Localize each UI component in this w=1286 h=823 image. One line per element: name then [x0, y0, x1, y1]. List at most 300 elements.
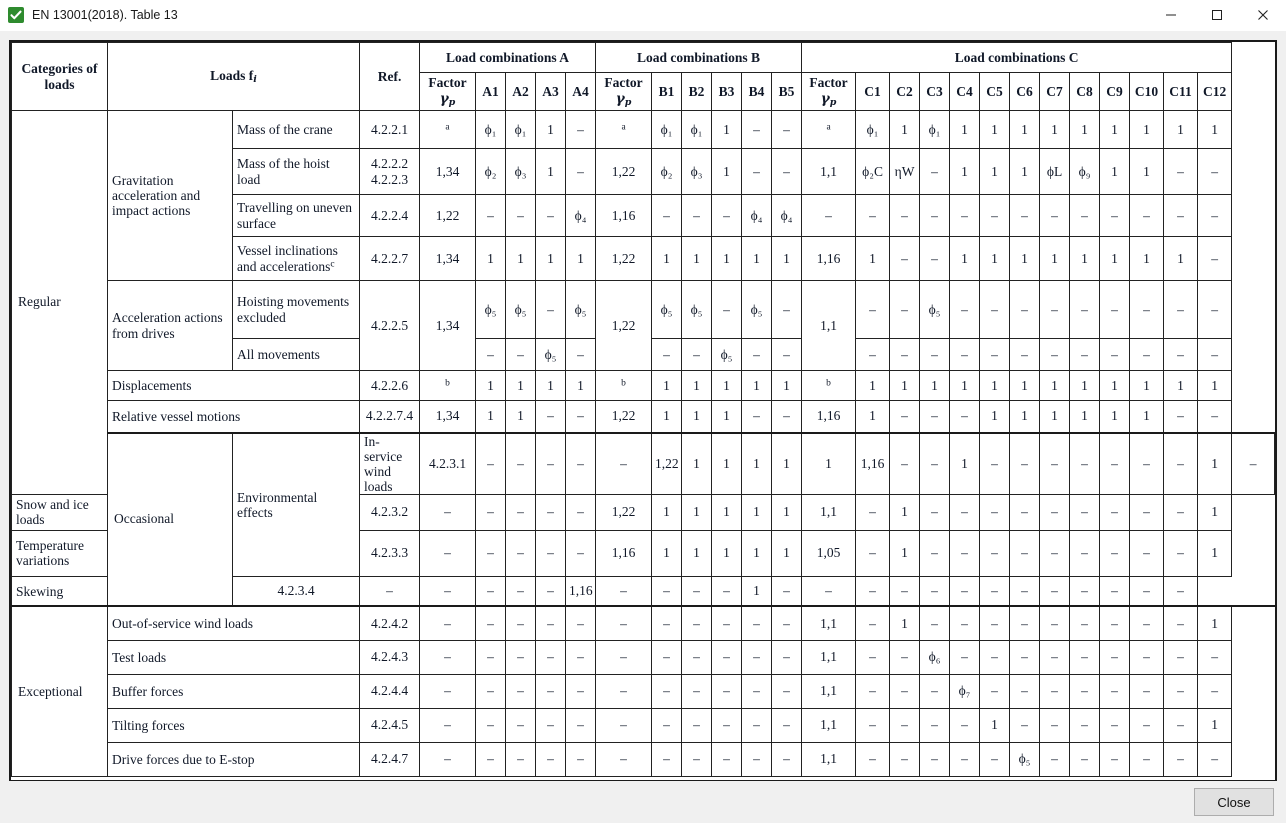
cell-b1: 1 [652, 401, 682, 433]
factor-cell-b: 1,22 [596, 149, 652, 195]
load-name-cell: Mass of the crane [233, 111, 360, 149]
cell-b2: – [682, 742, 712, 776]
factor-cell-a: – [420, 708, 476, 742]
cell-b2: – [682, 606, 712, 640]
cell-b3: – [712, 742, 742, 776]
factor-cell-a: – [360, 576, 420, 606]
cell-b1: 1 [652, 237, 682, 281]
cell-a2: – [506, 494, 536, 530]
cell-c11: 1 [1164, 371, 1198, 401]
cell-c10: – [1130, 742, 1164, 776]
cell-a2: – [506, 339, 536, 371]
cell-c3: ϕ₆ [920, 640, 950, 674]
header-factor-a: Factor $\gamma_p$ [420, 73, 476, 111]
cell-c3: – [920, 530, 950, 576]
factor-cell-a: 1,34 [420, 281, 476, 371]
cell-c9: – [1100, 281, 1130, 339]
factor-cell-b: – [596, 640, 652, 674]
factor-cell-b: 1,16 [596, 530, 652, 576]
cell-a3: – [566, 433, 596, 495]
factor-cell-c: 1,1 [802, 606, 856, 640]
load-name-cell: In-service wind loads [360, 433, 420, 495]
factor-cell-a: 1,22 [420, 195, 476, 237]
header-col-a1: A1 [476, 73, 506, 111]
cell-c2: – [890, 640, 920, 674]
header-col-b1: B1 [652, 73, 682, 111]
category-cell: Regular [12, 111, 108, 495]
cell-b3: – [712, 281, 742, 339]
cell-c11: – [1164, 640, 1198, 674]
footer-bar [0, 781, 1286, 823]
cell-c12: – [1198, 237, 1232, 281]
cell-c1: 1 [856, 237, 890, 281]
cell-c11: – [1164, 494, 1198, 530]
cell-a2: – [506, 708, 536, 742]
close-button[interactable]: Close [1194, 788, 1274, 816]
cell-a1: – [476, 674, 506, 708]
cell-b5: 1 [802, 433, 856, 495]
factor-cell-b: 1,22 [596, 281, 652, 371]
cell-c4: 1 [950, 111, 980, 149]
cell-c11: – [1164, 708, 1198, 742]
cell-c8: – [1070, 530, 1100, 576]
cell-a3: – [536, 742, 566, 776]
cell-c4: – [980, 433, 1010, 495]
table-row [12, 371, 1275, 401]
cell-a3: – [536, 640, 566, 674]
factor-cell-c: 1,16 [802, 401, 856, 433]
cell-c4: – [950, 640, 980, 674]
cell-a2: – [506, 742, 536, 776]
cell-c11: – [1164, 674, 1198, 708]
cell-c6: – [1010, 640, 1040, 674]
cell-b5: 1 [742, 576, 772, 606]
factor-cell-b: – [596, 606, 652, 640]
cell-a1: 1 [476, 237, 506, 281]
cell-c3: – [920, 339, 950, 371]
cell-c8: – [1070, 281, 1100, 339]
load-combinations-table [11, 42, 1275, 777]
cell-b2: 1 [682, 530, 712, 576]
cell-c9: – [1100, 742, 1130, 776]
cell-b3: 1 [712, 237, 742, 281]
cell-c10: – [1130, 708, 1164, 742]
cell-c2: ηW [890, 149, 920, 195]
cell-c8: – [1040, 576, 1070, 606]
factor-cell-c: 1,1 [802, 494, 856, 530]
cell-a3: – [536, 494, 566, 530]
cell-c12: – [1198, 640, 1232, 674]
cell-c12: 1 [1198, 530, 1232, 576]
cell-a4: – [566, 640, 596, 674]
cell-c7: ϕL [1040, 149, 1070, 195]
cell-c9: 1 [1100, 149, 1130, 195]
category-cell: Exceptional [12, 606, 108, 776]
cell-c4: – [950, 742, 980, 776]
cell-c8: – [1070, 674, 1100, 708]
cell-c9: – [1100, 339, 1130, 371]
ref-cell: 4.2.2.7 [360, 237, 420, 281]
factor-cell-c: 1,1 [802, 708, 856, 742]
ref-cell: 4.2.2.5 [360, 281, 420, 371]
cell-c9: – [1130, 433, 1164, 495]
header-col-a2: A2 [506, 73, 536, 111]
cell-a3: ϕ₅ [536, 339, 566, 371]
cell-c11: – [1130, 576, 1164, 606]
ref-cell: 4.2.4.3 [360, 640, 420, 674]
cell-c1: – [856, 494, 890, 530]
cell-c6: – [1010, 530, 1040, 576]
cell-c6: – [1010, 195, 1040, 237]
load-name-cell: Out-of-service wind loads [108, 606, 360, 640]
header-col-c4: C4 [950, 73, 980, 111]
cell-c1: – [856, 339, 890, 371]
cell-c4: – [950, 494, 980, 530]
cell-a4: 1 [566, 371, 596, 401]
cell-a3: – [536, 401, 566, 433]
factor-cell-a: – [476, 433, 506, 495]
cell-c1: ϕ₂C [856, 149, 890, 195]
cell-c6: ϕ₅ [1010, 742, 1040, 776]
cell-c1: – [890, 433, 920, 495]
cell-c5: – [980, 674, 1010, 708]
cell-b5: – [772, 674, 802, 708]
cell-c1: – [856, 674, 890, 708]
factor-cell-b: 1,22 [596, 401, 652, 433]
table-row [12, 742, 1275, 776]
table-row [12, 281, 1275, 339]
cell-b1: 1 [652, 371, 682, 401]
cell-c11: – [1164, 530, 1198, 576]
ref-cell: 4.2.3.4 [233, 576, 360, 606]
cell-b2: 1 [682, 371, 712, 401]
cell-b1: – [652, 640, 682, 674]
cell-a4: – [566, 339, 596, 371]
cell-a2: – [506, 606, 536, 640]
cell-c1: – [856, 195, 890, 237]
cell-c5: – [980, 530, 1010, 576]
cell-c1: ϕ₁ [856, 111, 890, 149]
cell-b5: 1 [772, 494, 802, 530]
cell-c7: – [1040, 742, 1070, 776]
footnote-marker: b [445, 378, 450, 389]
factor-cell-a [420, 111, 476, 149]
factor-cell-b: 1,22 [652, 433, 682, 495]
cell-a4: – [566, 606, 596, 640]
header-factor-c: Factor $\gamma_p$ [802, 73, 856, 111]
factor-cell-c: 1,1 [802, 640, 856, 674]
cell-a4: – [566, 111, 596, 149]
cell-b3: – [682, 576, 712, 606]
cell-c2: – [890, 708, 920, 742]
cell-c7: – [1040, 708, 1070, 742]
cell-c7: – [1040, 606, 1070, 640]
header-factor-b: Factor $\gamma_p$ [596, 73, 652, 111]
cell-c8: 1 [1070, 371, 1100, 401]
cell-c12: – [1164, 576, 1198, 606]
cell-a3: 1 [536, 237, 566, 281]
cell-c1: – [856, 281, 890, 339]
load-name-cell: Temperature variations [12, 530, 108, 576]
factor-cell-b: 1,16 [596, 195, 652, 237]
cell-c11: – [1164, 606, 1198, 640]
factor-cell-b: 1,22 [596, 494, 652, 530]
cell-c12: – [1198, 281, 1232, 339]
ref-cell: 4.2.2.4 [360, 195, 420, 237]
cell-b3: – [712, 708, 742, 742]
cell-b1: – [596, 576, 652, 606]
close-icon[interactable] [1240, 0, 1286, 30]
ref-cell: 4.2.3.2 [360, 494, 420, 530]
cell-b4: – [742, 640, 772, 674]
cell-b2: ϕ₅ [682, 281, 712, 339]
cell-c12: – [1198, 674, 1232, 708]
check-icon [8, 7, 24, 23]
cell-a4: ϕ₅ [566, 281, 596, 339]
table-row [12, 606, 1275, 640]
cell-c5: 1 [980, 708, 1010, 742]
factor-cell-c [802, 111, 856, 149]
minimize-icon[interactable] [1148, 0, 1194, 30]
footnote-marker: a [621, 122, 626, 133]
cell-b2: – [652, 576, 682, 606]
factor-cell-b: – [596, 742, 652, 776]
cell-c9: – [1100, 494, 1130, 530]
cell-c4: – [950, 606, 980, 640]
cell-a4: – [566, 494, 596, 530]
cell-b1: – [652, 606, 682, 640]
cell-c4: – [920, 576, 950, 606]
ref-cell: 4.2.3.1 [420, 433, 476, 495]
header-col-c11: C11 [1164, 73, 1198, 111]
cell-c9: – [1100, 530, 1130, 576]
cell-c7: – [1040, 674, 1070, 708]
cell-c6: 1 [1010, 237, 1040, 281]
cell-c5: – [980, 281, 1010, 339]
cell-c8: ϕ₉ [1070, 149, 1100, 195]
load-name-cell: Buffer forces [108, 674, 360, 708]
cell-c1: 1 [856, 371, 890, 401]
cell-b4: – [742, 339, 772, 371]
cell-c1: – [856, 708, 890, 742]
cell-c3: – [920, 237, 950, 281]
cell-a2: 1 [506, 401, 536, 433]
cell-b4: 1 [742, 494, 772, 530]
cell-c11: 1 [1198, 433, 1232, 495]
cell-c5: – [980, 742, 1010, 776]
cell-b1: 1 [682, 433, 712, 495]
load-name-cell: Vessel inclinations and accelerations$^c$ [233, 237, 360, 281]
cell-a1: ϕ₂ [476, 149, 506, 195]
load-group-cell: Environmental effects [233, 433, 360, 577]
table-row [12, 576, 1275, 606]
header-col-c9: C9 [1100, 73, 1130, 111]
cell-c7: – [1070, 433, 1100, 495]
cell-b1: – [652, 708, 682, 742]
cell-c12: – [1198, 742, 1232, 776]
cell-c10: 1 [1130, 111, 1164, 149]
cell-a3: – [536, 281, 566, 339]
cell-b3: 1 [712, 494, 742, 530]
cell-c5: 1 [980, 401, 1010, 433]
cell-c2: 1 [890, 606, 920, 640]
cell-b1: ϕ₁ [652, 111, 682, 149]
footnote-marker: a [826, 122, 831, 133]
cell-c2: – [920, 433, 950, 495]
cell-a1: ϕ₁ [476, 111, 506, 149]
gamma-p-a: $\gamma_p$ [439, 90, 456, 109]
cell-c4: – [950, 401, 980, 433]
cell-a1: – [506, 433, 536, 495]
cell-c12: 1 [1198, 494, 1232, 530]
factor-cell-c: 1,1 [802, 742, 856, 776]
cell-b3: 1 [712, 149, 742, 195]
cell-b4: – [742, 606, 772, 640]
cell-c3: – [920, 401, 950, 433]
header-col-c10: C10 [1130, 73, 1164, 111]
cell-c10: – [1130, 281, 1164, 339]
cell-a2: – [506, 640, 536, 674]
cell-c8: – [1070, 195, 1100, 237]
cell-c9: 1 [1100, 371, 1130, 401]
footnote-marker: b [621, 378, 626, 389]
cell-b4: ϕ₅ [742, 281, 772, 339]
cell-b4: – [742, 674, 772, 708]
cell-c6: – [1010, 674, 1040, 708]
cell-c2: 1 [890, 530, 920, 576]
loads-subscript: i [253, 74, 257, 86]
cell-b5: – [772, 401, 802, 433]
cell-c11: 1 [1164, 111, 1198, 149]
cell-a2: – [536, 433, 566, 495]
cell-c7: 1 [1040, 237, 1070, 281]
factor-cell-a: – [420, 494, 476, 530]
cell-c9: 1 [1100, 111, 1130, 149]
header-group-c: Load combinations C [802, 43, 1232, 73]
cell-c1: 1 [856, 401, 890, 433]
load-name-cell: Drive forces due to E-stop [108, 742, 360, 776]
cell-c5: 1 [980, 371, 1010, 401]
cell-a1: 1 [476, 401, 506, 433]
cell-c1: – [802, 576, 856, 606]
load-group-cell: Acceleration actions from drives [108, 281, 233, 371]
cell-c8: 1 [1070, 111, 1100, 149]
cell-c5: – [980, 195, 1010, 237]
cell-b4: – [742, 401, 772, 433]
factor-cell-c: 1,1 [802, 149, 856, 195]
factor-cell-b: 1,16 [566, 576, 596, 606]
cell-a4: – [566, 530, 596, 576]
cell-c8: – [1070, 708, 1100, 742]
maximize-icon[interactable] [1194, 0, 1240, 30]
cell-c5: 1 [980, 111, 1010, 149]
cell-c12: – [1198, 401, 1232, 433]
cell-a1: – [476, 708, 506, 742]
cell-a1: – [476, 195, 506, 237]
table-header [12, 43, 1275, 111]
cell-c11: 1 [1164, 237, 1198, 281]
cell-b5: – [772, 606, 802, 640]
factor-cell-a: 1,34 [420, 237, 476, 281]
cell-b1: – [652, 742, 682, 776]
cell-b3: – [712, 195, 742, 237]
cell-b4: – [742, 149, 772, 195]
factor-cell-b [596, 371, 652, 401]
table-container [9, 40, 1277, 781]
factor-cell-b: – [596, 708, 652, 742]
cell-a3: – [536, 708, 566, 742]
cell-c9: – [1100, 708, 1130, 742]
factor-cell-c: 1,1 [802, 674, 856, 708]
cell-c10: – [1130, 494, 1164, 530]
header-col-c8: C8 [1070, 73, 1100, 111]
ref-cell: 4.2.3.3 [360, 530, 420, 576]
cell-c10: – [1130, 339, 1164, 371]
cell-b4: 1 [772, 433, 802, 495]
ref-cell: 4.2.2.2 4.2.2.3 [360, 149, 420, 195]
cell-c7: – [1040, 494, 1070, 530]
header-col-b2: B2 [682, 73, 712, 111]
cell-a4: 1 [566, 237, 596, 281]
cell-b1: ϕ₅ [652, 281, 682, 339]
cell-c11: – [1164, 401, 1198, 433]
cell-b1: – [652, 339, 682, 371]
cell-a2: ϕ₅ [506, 281, 536, 339]
cell-c3: ϕ₅ [920, 281, 950, 339]
cell-b5: 1 [772, 530, 802, 576]
cell-c3: – [920, 494, 950, 530]
cell-a1: – [476, 530, 506, 576]
header-col-a3: A3 [536, 73, 566, 111]
cell-c8: – [1070, 606, 1100, 640]
cell-a3: – [536, 530, 566, 576]
cell-c1: – [856, 606, 890, 640]
cell-b3: 1 [712, 530, 742, 576]
cell-b3: 1 [742, 433, 772, 495]
cell-b2: – [682, 708, 712, 742]
cell-c8: – [1070, 742, 1100, 776]
cell-c2: – [890, 674, 920, 708]
cell-a3: – [536, 606, 566, 640]
header-categories: Categories of loads [12, 43, 108, 111]
table-row [12, 111, 1275, 149]
cell-c1: – [856, 742, 890, 776]
cell-b5: – [772, 742, 802, 776]
cell-c6: – [1010, 494, 1040, 530]
cell-c6: – [1010, 339, 1040, 371]
cell-c6: – [1010, 708, 1040, 742]
cell-b4: – [712, 576, 742, 606]
cell-c10: – [1130, 674, 1164, 708]
cell-c10: – [1164, 433, 1198, 495]
ref-cell: 4.2.4.7 [360, 742, 420, 776]
cell-c2: – [890, 195, 920, 237]
cell-c10: 1 [1130, 371, 1164, 401]
cell-b2: – [682, 339, 712, 371]
cell-a4: – [566, 742, 596, 776]
cell-c2: – [890, 281, 920, 339]
factor-cell-c: 1,05 [802, 530, 856, 576]
title-bar-left [0, 7, 1148, 23]
cell-c7: – [1040, 339, 1070, 371]
cell-c7: 1 [1040, 401, 1070, 433]
cell-c4: 1 [950, 237, 980, 281]
header-loads: Loads $f_i$ [108, 43, 360, 111]
cell-b5: – [772, 281, 802, 339]
factor-cell-c: – [772, 576, 802, 606]
cell-a1: 1 [476, 371, 506, 401]
cell-a4: – [566, 149, 596, 195]
